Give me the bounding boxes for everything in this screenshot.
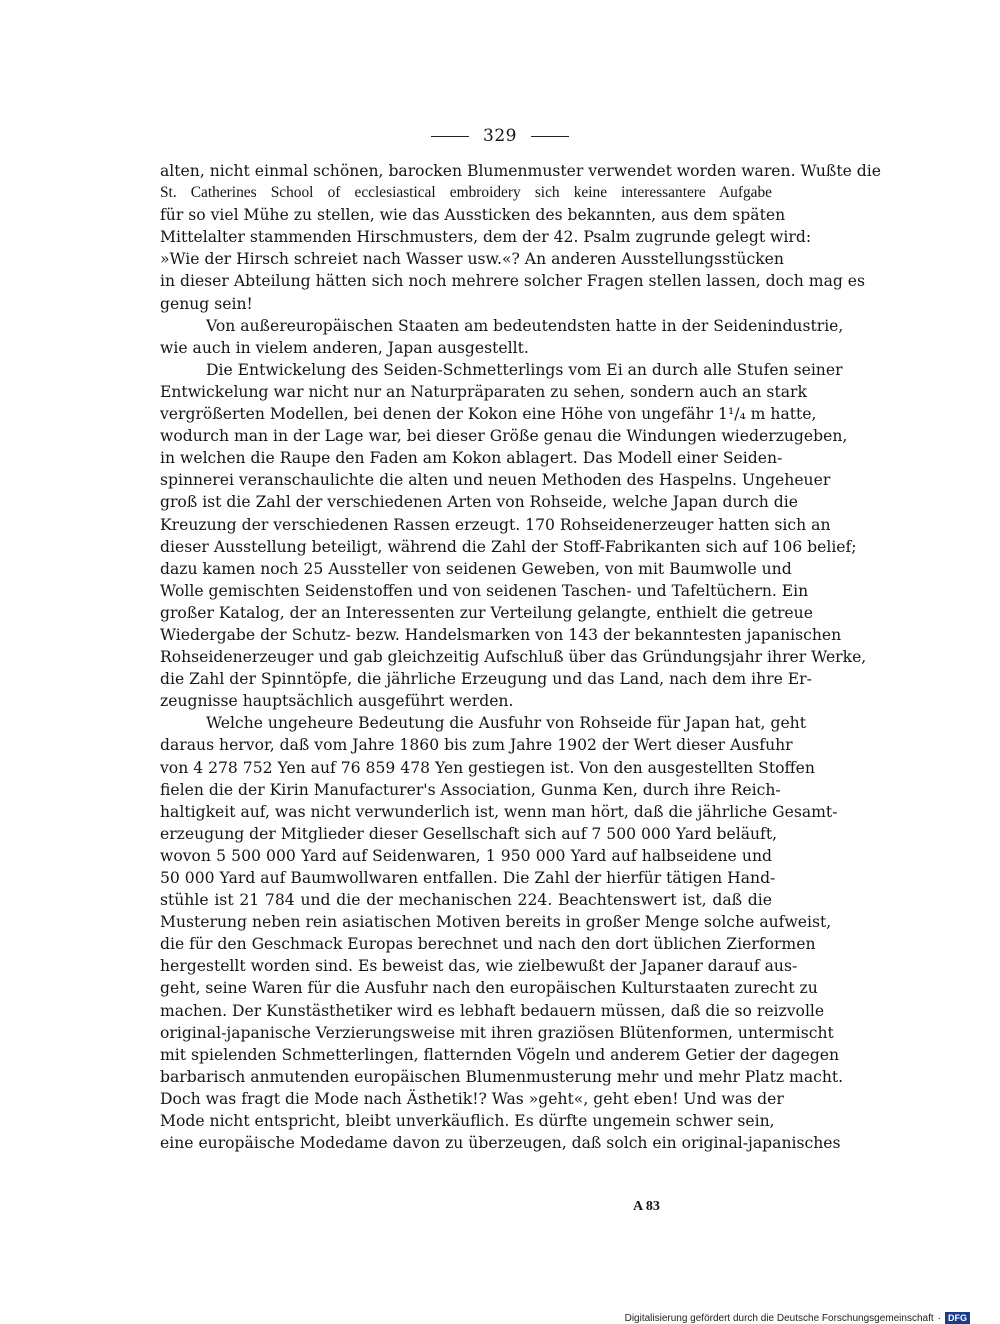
text-line: Von außereuropäischen Staaten am bedeutendsten hatte in der Seidenindustrie,	[206, 316, 844, 335]
text-line: eine europäische Modedame davon zu überzeugen, daß solch ein original-japanisches	[160, 1134, 841, 1153]
text-line: haltigkeit auf, was nicht verwunderlich ist, wenn man hört, daß die jährliche Gesamt-	[160, 802, 838, 821]
header-rule-right	[531, 136, 569, 137]
text-line: die für den Geschmack Europas berechnet und nach den dort üblichen Zierformen	[160, 935, 816, 954]
text-line: Wolle gemischten Seidenstoffen und von seidenen Taschen- und Tafeltüchern. Ein	[160, 581, 809, 600]
text-line: Mode nicht entspricht, bleibt unverkäuflich. Es dürfte ungemein schwer sein,	[160, 1112, 775, 1131]
text-line: stühle ist 21 784 und die der mechanischen 224. Beachtenswert ist, daß die	[160, 891, 772, 910]
header-rule-left	[431, 136, 469, 137]
text-line: machen. Der Kunstästhetiker wird es lebhaft bedauern müssen, daß die so reizvolle	[160, 1001, 825, 1020]
text-line: 50 000 Yard auf Baumwollwaren entfallen. Die Zahl der hierfür tätigen Hand-	[160, 869, 776, 887]
text-line: großer Katalog, der an Interessenten zur Verteilung gelangte, enthielt die getreue	[160, 603, 813, 622]
text-line: mit spielenden Schmetterlingen, flatternden Vögeln und anderem Getier der dagegen	[160, 1045, 840, 1064]
text-line: Entwickelung war nicht nur an Naturpräparaten zu sehen, sondern auch an stark	[160, 382, 807, 401]
dfg-logo-icon: DFG	[945, 1312, 970, 1324]
text-line: vergrößerten Modellen, bei denen der Kokon eine Höhe von ungefähr 1¹/₄ m hatte,	[160, 405, 817, 424]
text-line: spinnerei veranschaulichte die alten und neuen Methoden des Haspelns. Ungeheuer	[160, 471, 831, 490]
text-line: wodurch man in der Lage war, bei dieser Größe genau die Windungen wiederzugeben,	[160, 427, 848, 446]
page-header	[0, 126, 1000, 146]
credit-separator: ·	[937, 1312, 941, 1324]
text-line: Kreuzung der verschiedenen Rassen erzeugt. 170 Rohseidenerzeuger hatten sich an	[160, 515, 831, 534]
text-line: wovon 5 500 000 Yard auf Seidenwaren, 1 950 000 Yard auf halbseidene und	[160, 846, 772, 865]
text-line: zeugnisse hauptsächlich ausgeführt werden.	[160, 692, 514, 711]
text-line: Welche ungeheure Bedeutung die Ausfuhr von Rohseide für Japan hat, geht	[206, 714, 806, 733]
text-line: für so viel Mühe zu stellen, wie das Aussticken des bekannten, aus dem späten	[160, 206, 786, 225]
text-line: Musterung neben rein asiatischen Motiven bereits in großer Menge solche aufweist,	[160, 913, 832, 932]
digitization-credit	[625, 1312, 970, 1324]
text-line: genug sein!	[160, 294, 253, 313]
text-line: erzeugung der Mitglieder dieser Gesellschaft sich auf 7 500 000 Yard beläuft,	[160, 824, 778, 843]
text-line: die Zahl der Spinntöpfe, die jährliche Erzeugung und das Land, nach dem ihre Er-	[160, 670, 812, 689]
text-line: »Wie der Hirsch schreiet nach Wasser usw.«? An anderen Ausstellungsstücken	[160, 250, 784, 269]
text-line: Mittelalter stammenden Hirschmusters, dem der 42. Psalm zugrunde gelegt wird:	[160, 228, 812, 247]
text-line: groß ist die Zahl der verschiedenen Arten von Rohseide, welche Japan durch die	[160, 493, 798, 512]
text-line: dazu kamen noch 25 Aussteller von seidenen Geweben, von mit Baumwolle und	[160, 559, 792, 578]
text-line: in dieser Abteilung hätten sich noch mehrere solcher Fragen stellen lassen, doch mag es	[160, 272, 866, 291]
text-line: geht, seine Waren für die Ausfuhr nach den europäischen Kulturstaaten zurecht zu	[160, 979, 818, 998]
text-line: von 4 278 752 Yen auf 76 859 478 Yen gestiegen ist. Von den ausgestellten Stoffen	[160, 758, 815, 777]
text-line: St. Catherines School of ecclesiastical embroidery sich keine interessantere Aufgabe	[160, 184, 772, 202]
text-line: Wiedergabe der Schutz- bezw. Handelsmarken von 143 der bekanntesten japanischen	[160, 625, 842, 644]
text-line: Die Entwickelung des Seiden-Schmetterlings vom Ei an durch alle Stufen seiner	[206, 360, 843, 379]
text-line: fielen die der Kirin Manufacturer's Association, Gunma Ken, durch ihre Reich-	[160, 780, 781, 799]
text-line: barbarisch anmutenden europäischen Blumenmusterung mehr und mehr Platz macht.	[160, 1067, 844, 1086]
credit-text: Digitalisierung gefördert durch die Deutsche Forschungsgemeinschaft	[624, 1312, 934, 1324]
text-line: Doch was fragt die Mode nach Ästhetik!? Was »geht«, geht eben! Und was der	[160, 1089, 784, 1108]
text-line: dieser Ausstellung beteiligt, während die Zahl der Stoff-Fabrikanten sich auf 106 belief;	[160, 537, 857, 556]
text-line: hergestellt worden sind. Es beweist das, wie zielbewußt der Japaner darauf aus-	[160, 957, 798, 976]
text-line: wie auch in vielem anderen, Japan ausgestellt.	[160, 338, 529, 357]
text-line: alten, nicht einmal schönen, barocken Blumenmuster verwendet worden waren. Wußte die	[160, 162, 881, 180]
page-number: 329	[483, 126, 517, 146]
text-line: daraus hervor, daß vom Jahre 1860 bis zum Jahre 1902 der Wert dieser Ausfuhr	[160, 736, 793, 755]
body-text	[160, 160, 881, 1154]
text-line: original-japanische Verzierungsweise mit ihren graziösen Blütenformen, untermischt	[160, 1023, 834, 1042]
text-line: in welchen die Raupe den Faden am Kokon ablagert. Das Modell einer Seiden-	[160, 449, 783, 468]
printer-signature: A 83	[633, 1199, 660, 1214]
text-line: Rohseidenerzeuger und gab gleichzeitig Aufschluß über das Gründungsjahr ihrer Werke,	[160, 648, 867, 667]
